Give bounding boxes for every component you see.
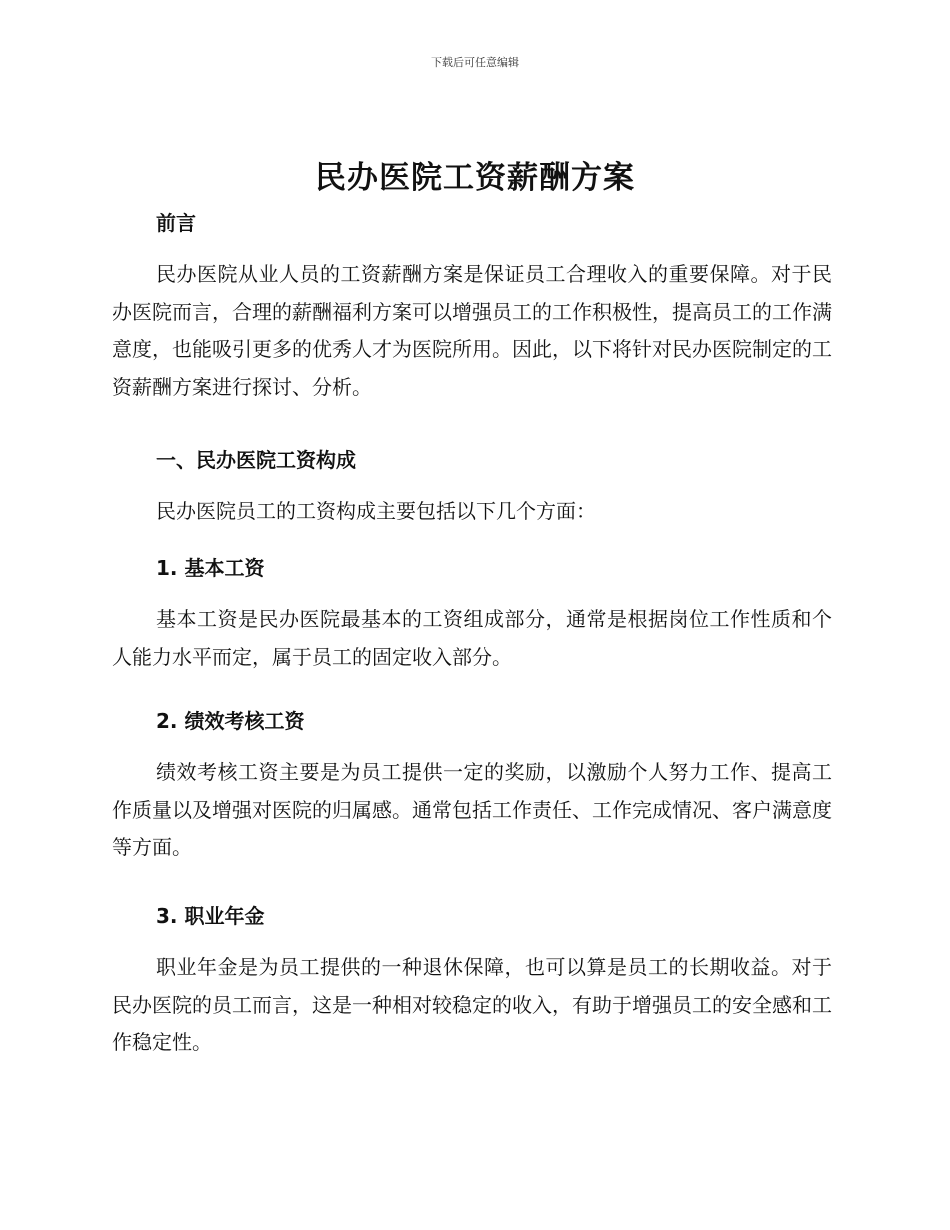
item1-heading: 1. 基本工资 — [156, 556, 265, 580]
section1-heading: 一、民办医院工资构成 — [156, 448, 356, 472]
item2-paragraph: 绩效考核工资主要是为员工提供一定的奖励，以激励个人努力工作、提高工作质量以及增强对医院的归属感。通常包括工作责任、工作完成情况、客户满意度等方面。 — [112, 760, 832, 859]
page-header-note: 下载后可任意编辑 — [431, 56, 519, 69]
section1-intro-paragraph: 民办医院员工的工资构成主要包括以下几个方面： — [156, 499, 596, 523]
item3-paragraph: 职业年金是为员工提供的一种退休保障，也可以算是员工的长期收益。对于民办医院的员工而言，这是一种相对较稳定的收入，有助于增强员工的安全感和工作稳定性。 — [112, 955, 832, 1054]
item3-heading: 3. 职业年金 — [156, 904, 265, 928]
preface-paragraph: 民办医院从业人员的工资薪酬方案是保证员工合理收入的重要保障。对于民办医院而言，合理的薪酬福利方案可以增强员工的工作积极性，提高员工的工作满意度，也能吸引更多的优秀人才为医院所用。因此，以下将针对民办医院制定的工资薪酬方案进行探讨、分析。 — [112, 262, 832, 399]
item2-heading: 2. 绩效考核工资 — [156, 709, 305, 733]
item1-paragraph: 基本工资是民办医院最基本的工资组成部分，通常是根据岗位工作性质和个人能力水平而定，属于员工的固定收入部分。 — [112, 607, 832, 669]
preface-heading: 前言 — [156, 211, 196, 235]
document-title: 民办医院工资薪酬方案 — [315, 160, 635, 196]
